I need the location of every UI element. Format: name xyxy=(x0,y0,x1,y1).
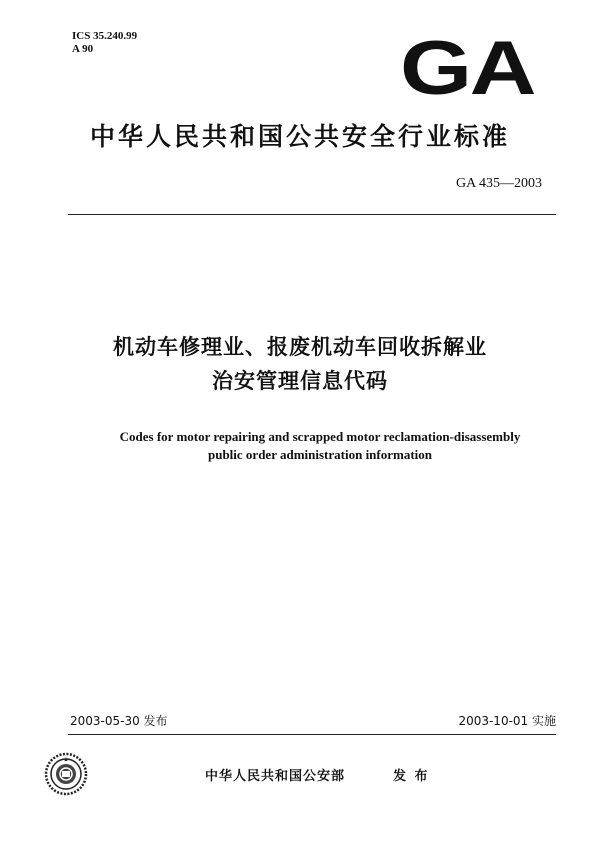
ccs-code: A 90 xyxy=(72,43,94,55)
document-title-en-line1: Codes for motor repairing and scrapped motor reclamation-disassembly xyxy=(119,429,521,444)
top-divider xyxy=(68,214,556,215)
bottom-divider xyxy=(68,734,556,735)
publish-label: 发 布 xyxy=(393,769,430,784)
ministry-seal-icon xyxy=(44,752,88,796)
issue-date: 2003-05-30 发布 xyxy=(70,714,168,728)
standard-number: GA 435—2003 xyxy=(456,176,542,191)
publisher-name: 中华人民共和国公安部 xyxy=(205,769,346,784)
implementation-date: 2003-10-01 实施 xyxy=(458,714,556,728)
standard-category: 中华人民共和国公共安全行业标准 xyxy=(89,122,510,151)
document-title-en-line2: public order administration information xyxy=(207,447,433,462)
classification-codes xyxy=(72,30,137,56)
document-title-zh-line2: 治安管理信息代码 xyxy=(212,369,388,393)
document-title-zh-line1: 机动车修理业、报废机动车回收拆解业 xyxy=(113,335,487,359)
ga-logo: GA xyxy=(400,26,535,111)
ics-code: ICS 35.240.99 xyxy=(72,30,138,42)
